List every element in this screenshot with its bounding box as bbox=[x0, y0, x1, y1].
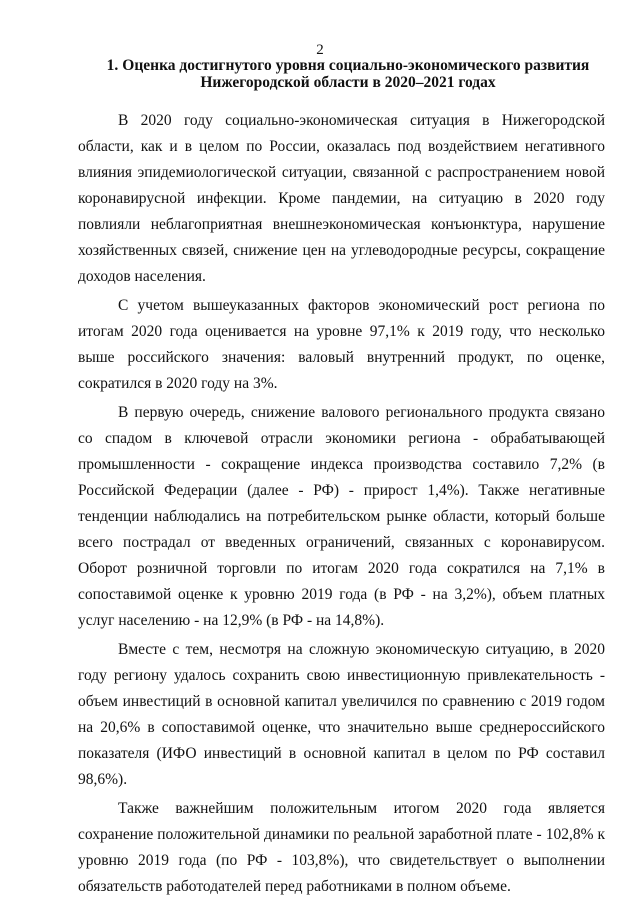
paragraph-4: Вместе с тем, несмотря на сложную экономическую ситуацию, в 2020 году региону удалось сохранить свою инвестиционную привлекательность - объем инвестиций в основной капитал увеличился по сравнению с 2019 годом на 20,6% в сопоставимой оценке, что значительно выше среднероссийского показателя (ИФО инвестиций в основной капитал в целом по РФ составил 98,6%). bbox=[78, 641, 605, 788]
section-number: 1. bbox=[106, 57, 119, 74]
section-title-line-1: Оценка достигнутого уровня социально-экономического развития bbox=[122, 57, 590, 74]
paragraph-5: Также важнейшим положительным итогом 2020 года является сохранение положительной динамики по реальной заработной плате - 102,8% к уровню 2019 года (по РФ - 103,8%), что свидетельствует о выполнении обязательств работодателей перед работниками в полном объеме. bbox=[78, 800, 605, 895]
section-title-line-2: Нижегородской области в 2020–2021 годах bbox=[200, 74, 496, 91]
page-number: 2 bbox=[316, 42, 324, 58]
section-heading bbox=[78, 57, 618, 91]
paragraph-1: В 2020 году социально-экономическая ситуация в Нижегородской области, как и в целом по России, оказалась под воздействием негативного влияния эпидемиологической ситуации, связанной с распространением новой коронавирусной инфекции. Кроме пандемии, на ситуацию в 2020 году повлияли неблагоприятная внешнеэкономическая конъюнктура, нарушение хозяйственных связей, снижение цен на углеводородные ресурсы, сокращение доходов населения. bbox=[78, 112, 605, 285]
paragraph-3: В первую очередь, снижение валового регионального продукта связано со спадом в ключевой отрасли экономики региона - обрабатывающей промышленности - сокращение индекса производства составило 7,2% (в Российской Федерации (далее - РФ) - прирост 1,4%). Также негативные тенденции наблюдались на потребительском рынке области, который больше всего пострадал от введенных ограничений, связанных с коронавирусом. Оборот розничной торговли по итогам 2020 года сократился на 7,1% в сопоставимой оценке к уровню 2019 года (в РФ - на 3,2%), объем платных услуг населению - на 12,9% (в РФ - на 14,8%). bbox=[78, 404, 605, 629]
paragraph-2: С учетом вышеуказанных факторов экономический рост региона по итогам 2020 года оценивается на уровне 97,1% к 2019 году, что несколько выше российского значения: валовый внутренний продукт, по оценке, сократился в 2020 году на 3%. bbox=[78, 297, 605, 392]
body-text bbox=[78, 108, 605, 900]
section-heading-line-1 bbox=[78, 57, 618, 74]
